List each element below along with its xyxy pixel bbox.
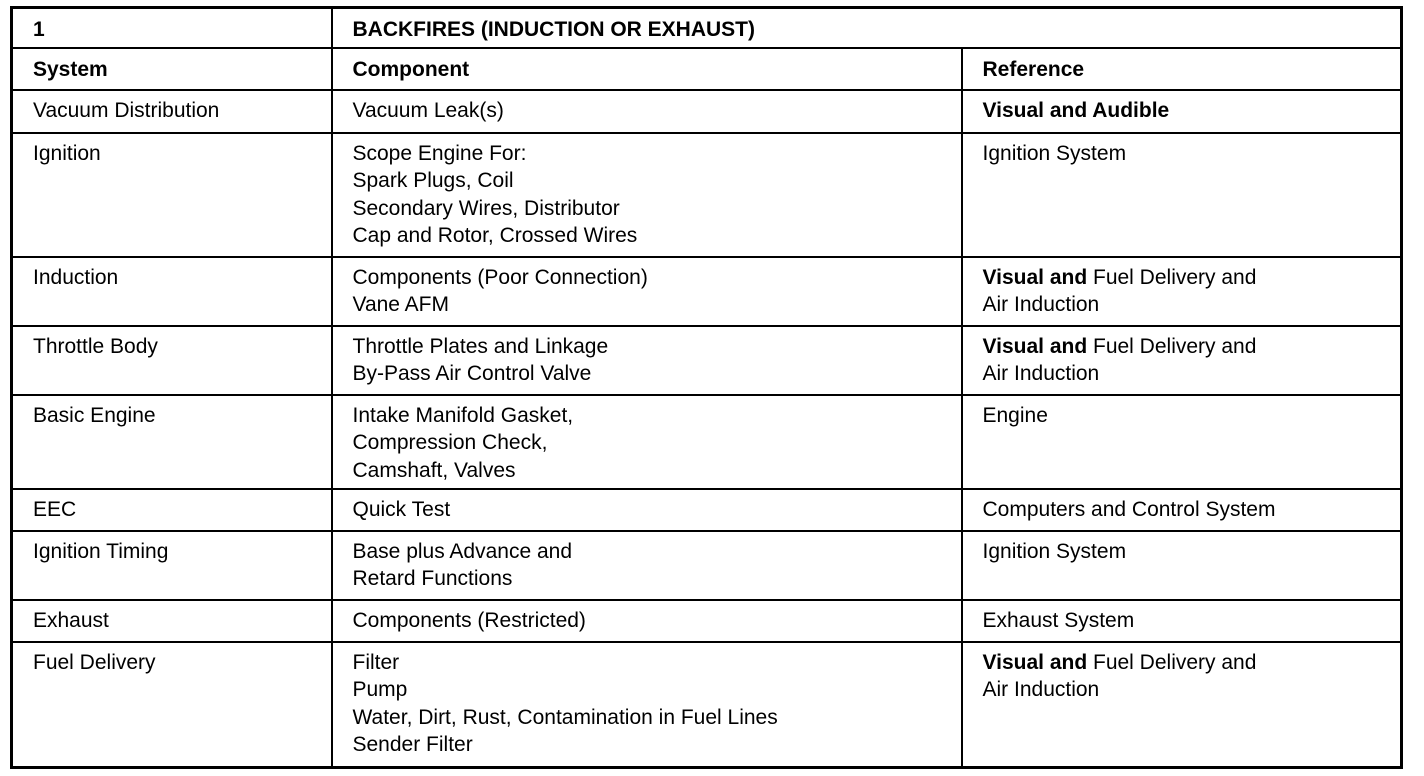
component-cell bbox=[332, 531, 962, 600]
column-header-reference: Reference bbox=[962, 48, 1402, 90]
table-row bbox=[12, 326, 1402, 395]
reference-line: Computers and Control System bbox=[982, 497, 1276, 521]
table-number: 1 bbox=[12, 8, 332, 48]
system-cell: Basic Engine bbox=[12, 395, 332, 489]
component-line: Pump bbox=[352, 678, 408, 701]
reference-cell bbox=[962, 395, 1402, 489]
component-line: Vacuum Leak(s) bbox=[352, 98, 504, 122]
diagnosis-table bbox=[10, 6, 1403, 769]
component-cell bbox=[332, 257, 962, 326]
system-cell: EEC bbox=[12, 489, 332, 531]
reference-cell bbox=[962, 90, 1402, 133]
component-line: Components (Poor Connection) bbox=[352, 265, 648, 289]
system-cell: Exhaust bbox=[12, 600, 332, 642]
table-row bbox=[12, 395, 1402, 489]
reference-cell bbox=[962, 642, 1402, 768]
component-line: Compression Check, bbox=[352, 431, 548, 454]
reference-line: Air Induction bbox=[982, 362, 1100, 385]
component-line: Components (Restricted) bbox=[352, 608, 586, 632]
component-cell bbox=[332, 395, 962, 489]
component-line: Sender Filter bbox=[352, 733, 473, 756]
table-row bbox=[12, 642, 1402, 768]
system-cell: Induction bbox=[12, 257, 332, 326]
component-cell bbox=[332, 600, 962, 642]
reference-line: Ignition System bbox=[982, 141, 1127, 165]
component-cell bbox=[332, 90, 962, 133]
table-title: BACKFIRES (INDUCTION OR EXHAUST) bbox=[332, 8, 1402, 48]
component-cell bbox=[332, 133, 962, 257]
reference-lead: Visual and bbox=[982, 265, 1088, 289]
component-line: Camshaft, Valves bbox=[352, 458, 516, 482]
component-line: Cap and Rotor, Crossed Wires bbox=[352, 224, 638, 247]
component-line: Base plus Advance and bbox=[352, 539, 572, 563]
column-header-component: Component bbox=[332, 48, 962, 90]
component-cell bbox=[332, 326, 962, 395]
reference-cell bbox=[962, 600, 1402, 642]
reference-line: Exhaust System bbox=[982, 608, 1135, 632]
reference-line: Engine bbox=[982, 403, 1048, 427]
component-line: Vane AFM bbox=[352, 293, 449, 316]
reference-lead: Visual and Audible bbox=[982, 98, 1170, 122]
component-line: Retard Functions bbox=[352, 567, 513, 590]
column-header-system: System bbox=[12, 48, 332, 90]
component-line: By-Pass Air Control Valve bbox=[352, 362, 592, 385]
component-line: Throttle Plates and Linkage bbox=[352, 334, 609, 358]
reference-lead: Visual and bbox=[982, 334, 1088, 358]
reference-cell bbox=[962, 489, 1402, 531]
system-cell: Ignition Timing bbox=[12, 531, 332, 600]
reference-line: Fuel Delivery and bbox=[1093, 650, 1257, 674]
table-row bbox=[12, 133, 1402, 257]
component-line: Spark Plugs, Coil bbox=[352, 169, 514, 192]
system-cell: Fuel Delivery bbox=[12, 642, 332, 768]
component-line: Water, Dirt, Rust, Contamination in Fuel Lines bbox=[352, 705, 778, 729]
reference-cell bbox=[962, 257, 1402, 326]
reference-cell bbox=[962, 326, 1402, 395]
reference-lead: Visual and bbox=[982, 650, 1088, 674]
component-line: Filter bbox=[352, 650, 400, 674]
table-title-row bbox=[12, 8, 1402, 48]
table-row bbox=[12, 90, 1402, 133]
component-line: Quick Test bbox=[352, 497, 451, 521]
reference-cell bbox=[962, 531, 1402, 600]
reference-line: Air Induction bbox=[982, 293, 1100, 316]
reference-line: Air Induction bbox=[982, 678, 1100, 701]
component-cell bbox=[332, 489, 962, 531]
table-row bbox=[12, 257, 1402, 326]
table-row bbox=[12, 531, 1402, 600]
reference-line: Ignition System bbox=[982, 539, 1127, 563]
reference-line: Fuel Delivery and bbox=[1093, 265, 1257, 289]
table-row bbox=[12, 600, 1402, 642]
component-line: Scope Engine For: bbox=[352, 141, 527, 165]
reference-line: Fuel Delivery and bbox=[1093, 334, 1257, 358]
column-header-row bbox=[12, 48, 1402, 90]
system-cell: Ignition bbox=[12, 133, 332, 257]
reference-cell bbox=[962, 133, 1402, 257]
system-cell: Vacuum Distribution bbox=[12, 90, 332, 133]
component-line: Secondary Wires, Distributor bbox=[352, 196, 620, 220]
component-cell bbox=[332, 642, 962, 768]
table-row bbox=[12, 489, 1402, 531]
system-cell: Throttle Body bbox=[12, 326, 332, 395]
component-line: Intake Manifold Gasket, bbox=[352, 403, 574, 427]
